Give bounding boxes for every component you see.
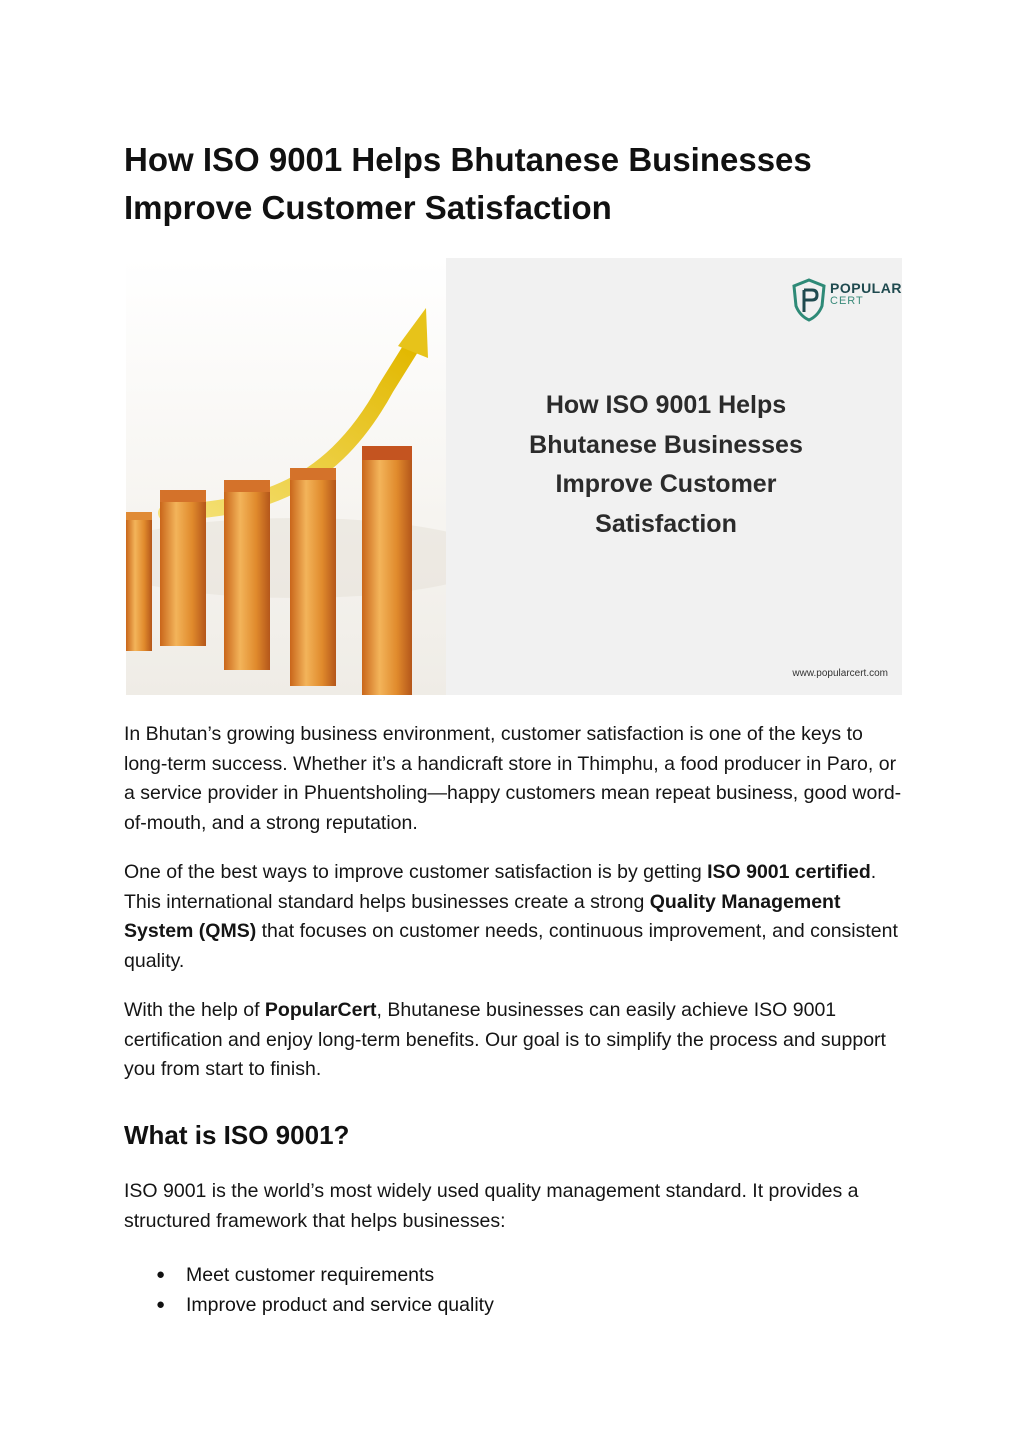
shield-icon (792, 278, 826, 322)
intro-paragraph-2: One of the best ways to improve customer satisfaction is by getting ISO 9001 certified. This international standard helps businesses create a strong Quality Management System (QMS) that focuses on customer needs, continuous improvement, and consistent quality. (124, 861, 898, 972)
bullet-icon: ● (156, 1266, 166, 1283)
list-item: ● Meet customer requirements (124, 1260, 494, 1290)
logo-text-cert: CERT (830, 295, 864, 307)
bullet-icon: ● (156, 1296, 166, 1313)
section-heading: What is ISO 9001? (124, 1120, 350, 1150)
logo-text-popular: POPULAR (830, 280, 902, 296)
growth-bar-chart-icon (126, 258, 446, 695)
article-banner-image (126, 258, 902, 695)
growth-chart-photo (126, 258, 446, 695)
section-paragraph: ISO 9001 is the world’s most widely used quality management standard. It provides a structured framework that helps businesses: (124, 1180, 859, 1232)
iso-9001-certified-bold: ISO 9001 certified (707, 861, 871, 883)
bullet-list (124, 1260, 494, 1320)
qms-bold: Quality Management System (QMS) (124, 890, 841, 943)
popularcert-bold: PopularCert (264, 999, 377, 1021)
banner-url: www.popularcert.com (792, 668, 888, 679)
popularcert-logo (792, 278, 902, 326)
banner-heading: How ISO 9001 Helps Bhutanese Businesses Improve Customer Satisfaction (529, 391, 803, 538)
page-title: How ISO 9001 Helps Bhutanese Businesses Improve Customer Satisfaction (124, 141, 812, 226)
intro-paragraph-3: With the help of PopularCert, Bhutanese businesses can easily achieve ISO 9001 certification and enjoy long-term benefits. Our goal is to simplify the process and support you from start to finish. (124, 999, 886, 1081)
list-item: ● Improve product and service quality (124, 1290, 494, 1320)
intro-paragraph-1: In Bhutan’s growing business environment, customer satisfaction is one of the keys to long-term success. Whether it’s a handicraft store in Thimphu, a food producer in Paro, or a service provider in Phuentsholing—happy customers mean repeat business, good word-of-mouth, and a strong reputation. (124, 723, 902, 834)
